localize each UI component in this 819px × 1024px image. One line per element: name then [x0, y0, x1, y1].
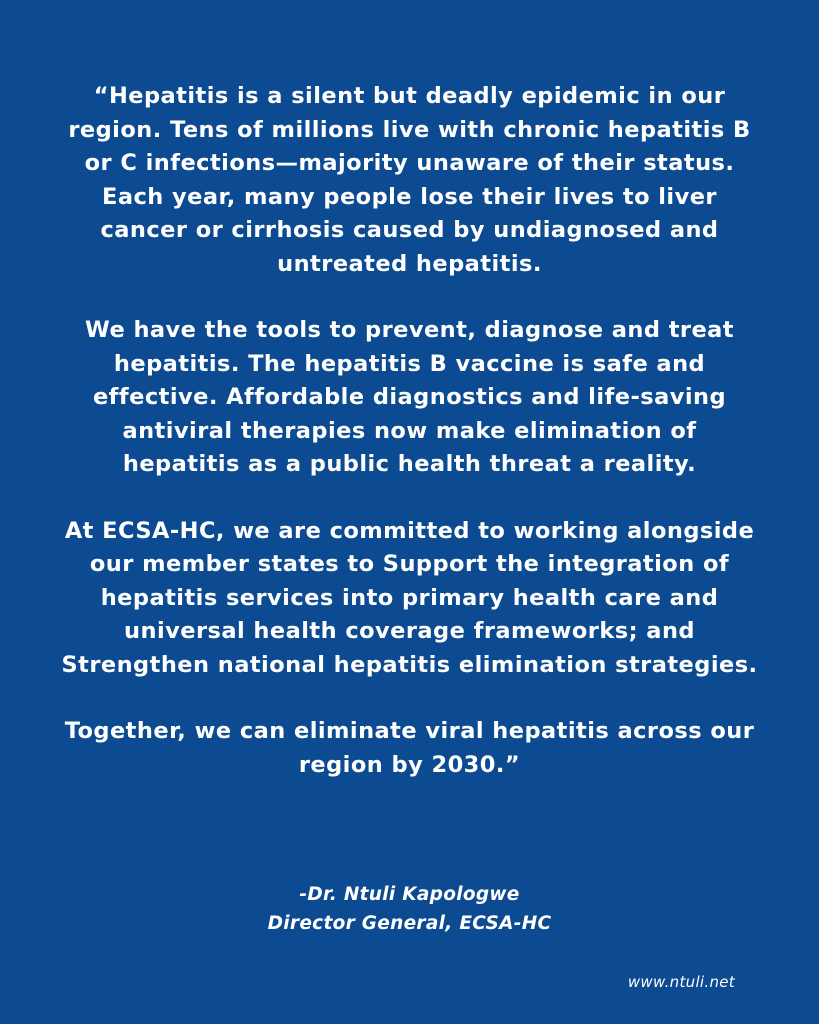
signature-block — [0, 880, 819, 938]
quote-paragraph-3: At ECSA-HC, we are committed to working alongside our member states to Support the integration of hepatitis services into primary health care and universal health coverage frameworks; and Strengthen national hepatitis elimination strategies. — [61, 517, 758, 678]
website-url: www.ntuli.net — [627, 973, 735, 991]
signature-title: Director General, ECSA-HC — [267, 913, 552, 934]
quote-paragraph-4: Together, we can eliminate viral hepatitis across our region by 2030.” — [64, 718, 755, 778]
quote-paragraph-1: “Hepatitis is a silent but deadly epidemic in our region. Tens of millions live with chronic hepatitis B or C infections—majority unaware of their status. Each year, many people lose their lives to liver cancer or cirrhosis caused by undiagnosed and untreated hepatitis. — [68, 83, 751, 277]
signature-name: -Dr. Ntuli Kapologwe — [299, 884, 520, 905]
quote-block — [60, 80, 759, 782]
quote-paragraph-2: We have the tools to prevent, diagnose and treat hepatitis. The hepatitis B vaccine is safe and effective. Affordable diagnostics and life-saving antiviral therapies now make elimination of hepatitis as a public health threat a reality. — [85, 317, 734, 477]
